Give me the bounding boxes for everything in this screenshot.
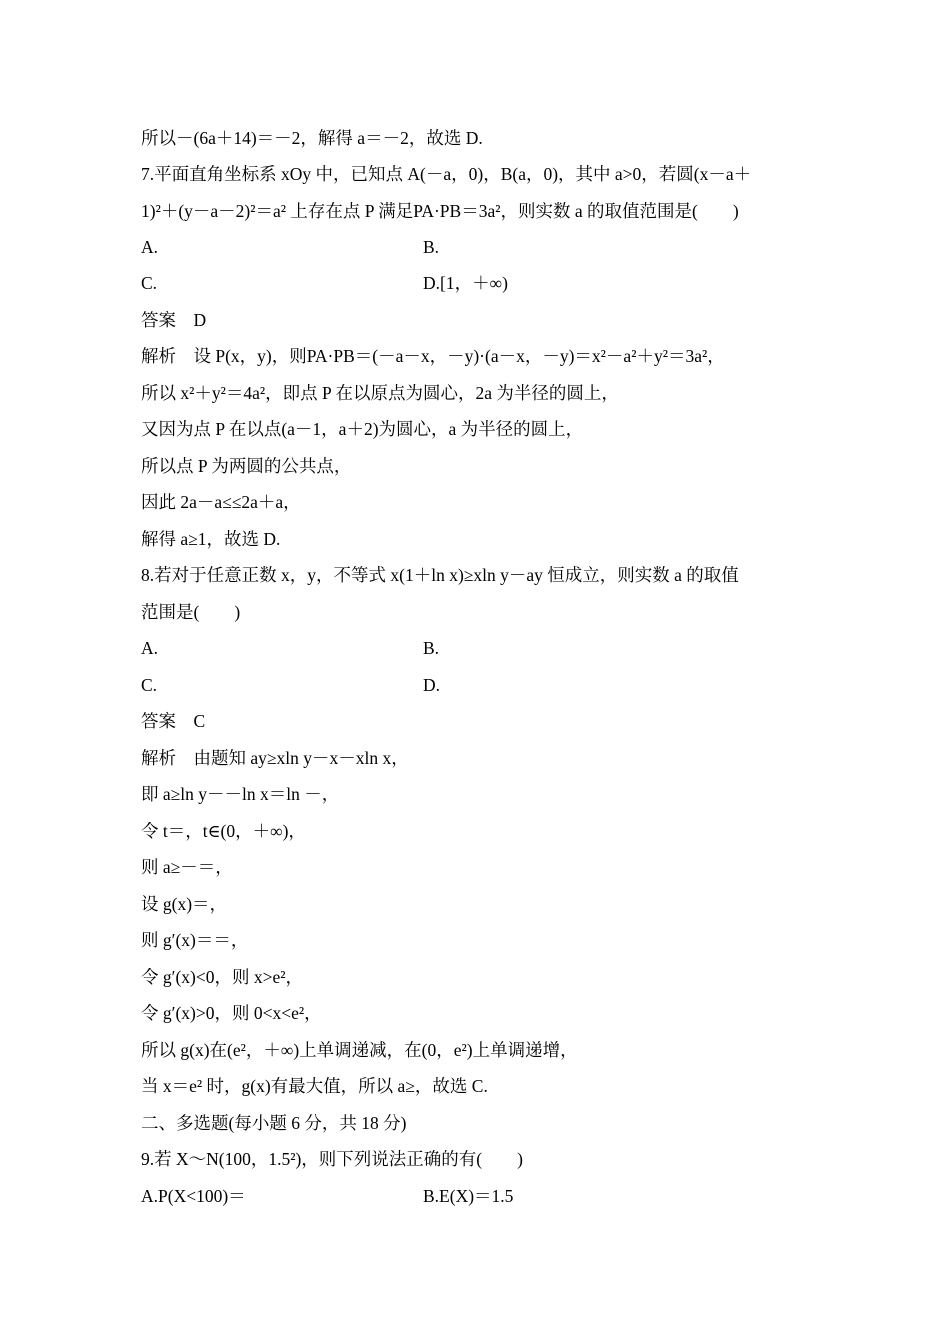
text-line: 所以 g(x)在(e²，＋∞)上单调递减，在(0，e²)上单调递增，	[141, 1040, 578, 1060]
question-7-option-c: C.	[141, 273, 158, 293]
question-7-solution: 解析 设 P(x，y)，则PA·PB＝(－a－x，－y)·(a－x，－y)＝x²－a²＋y²＝3a²，	[141, 346, 725, 366]
section-heading: 二、多选题(每小题 6 分，共 18 分)	[141, 1113, 407, 1133]
question-8-option-b: B.	[423, 638, 440, 658]
question-7-option-d: D.[1，＋∞)	[423, 273, 508, 293]
question-7-option-b: B.	[423, 237, 440, 257]
question-7-stem: 7.平面直角坐标系 xOy 中，已知点 A(－a，0)，B(a，0)，其中 a>0，若圆(x－a＋	[141, 164, 752, 184]
text-line: 即 a≥ln y－－ln x＝ln －，	[141, 784, 340, 804]
text-line: 当 x＝e² 时，g(x)有最大值，所以 a≥，故选 C.	[141, 1076, 488, 1096]
text-line: 因此 2a－a≤≤2a＋a，	[141, 492, 301, 512]
question-9-option-a: A.P(X<100)＝	[141, 1186, 246, 1206]
text-line: 所以 x²＋y²＝4a²，即点 P 在以原点为圆心，2a 为半径的圆上，	[141, 383, 619, 403]
text-line: 令 t＝，t∈(0，＋∞)，	[141, 821, 306, 841]
question-9-stem: 9.若 X～N(100，1.5²)，则下列说法正确的有( )	[141, 1149, 523, 1169]
text-line: 所以点 P 为两圆的公共点，	[141, 456, 352, 476]
question-7-option-a: A.	[141, 237, 159, 257]
text-line: 令 g′(x)<0，则 x>e²，	[141, 967, 303, 987]
question-8-option-d: D.	[423, 675, 441, 695]
question-8-answer: 答案 C	[141, 711, 206, 731]
question-8-option-a: A.	[141, 638, 159, 658]
question-8-solution: 解析 由题知 ay≥xln y－x－xln x，	[141, 748, 409, 768]
text-line: 解得 a≥1，故选 D.	[141, 529, 281, 549]
text-line: 则 g′(x)＝＝，	[141, 930, 249, 950]
text-line: 又因为点 P 在以点(a－1，a＋2)为圆心，a 为半径的圆上，	[141, 419, 584, 439]
text-line: 令 g′(x)>0，则 0<x<e²，	[141, 1003, 322, 1023]
question-8-stem-cont: 范围是( )	[141, 602, 241, 622]
text-line: 则 a≥－＝，	[141, 857, 233, 877]
question-8-stem: 8.若对于任意正数 x，y，不等式 x(1＋ln x)≥xln y－ay 恒成立，则实数 a 的取值	[141, 565, 739, 585]
question-8-option-c: C.	[141, 675, 158, 695]
question-7-stem-cont: 1)²＋(y－a－2)²＝a² 上存在点 P 满足PA·PB＝3a²，则实数 a 的取值范围是( )	[141, 201, 739, 221]
question-9-option-b: B.E(X)＝1.5	[423, 1186, 514, 1206]
text-line: 所以－(6a＋14)＝－2，解得 a＝－2，故选 D.	[141, 128, 483, 148]
question-7-answer: 答案 D	[141, 310, 207, 330]
text-line: 设 g(x)＝，	[141, 894, 228, 914]
